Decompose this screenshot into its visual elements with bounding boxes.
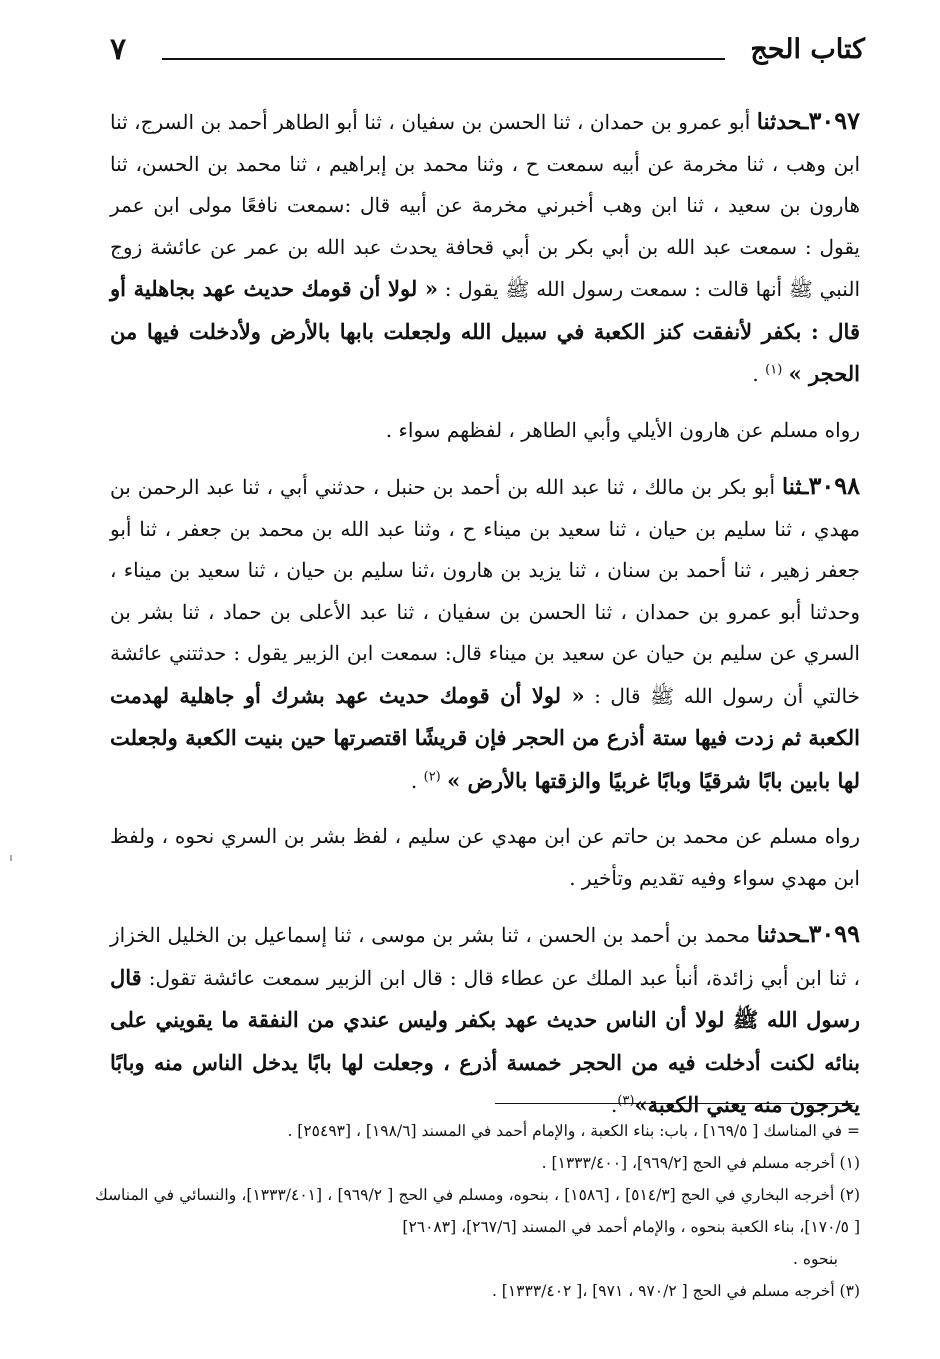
hadith-matn: « لولا أن قومك حديث عهد بشرك أو جاهلية لهدمت الكعبة ثم زدت فيها ستة أذرع من الحجر فإن قريشًا اقتصرتها حين بنيت الكعبة ولجعلت لها بابين بابًا شرقيًا وبابًا غربيًا والزقتها بالأرض » [110, 682, 860, 793]
scan-mark [10, 855, 12, 861]
hadith-keyword: حدثنا [756, 922, 802, 948]
footnote-separator [495, 1103, 855, 1104]
hadith-number: ٣٠٩٧ [808, 106, 860, 135]
header-rule [162, 58, 725, 60]
page-header [110, 34, 865, 74]
main-text [110, 100, 860, 1133]
footnote-3: (٣) أخرجه مسلم في الحج [ ٩٧٠/٢ ، ٩٧١] ،[ ١٣٣٣/٤٠٢] . [491, 1282, 860, 1300]
page-number: ٧ [110, 32, 127, 67]
footnote-1: (١) أخرجه مسلم في الحج [٩٦٩/٢]، [١٣٣٣/٤٠٠] . [541, 1154, 860, 1172]
hadith-3099: ٣٠٩٩ـحدثنا محمد بن أحمد بن الحسن ، ثنا بشر بن موسى ، ثنا إسماعيل بن الخليل الخزاز ، ثنا ابن أبي زائدة، أنبأ عبد الملك عن عطاء قال : قال ابن الزبير سمعت عائشة تقول: قال رسول الله ﷺ لولا أن الناس حديث عهد بكفر وليس عندي من النفقة ما يقويني على بنائه لكنت أدخلت فيه من الحجر خمسة أذرع ، وجعلت لها بابًا يدخل الناس منه وبابًا يخرجون منه يعني الكعبة»$^{(٣)}$. [110, 919, 860, 1117]
footnotes [95, 1115, 860, 1307]
footnote-continued: = في المناسك [ ١٦٩/٥] ، باب: بناء الكعبة ، والإمام أحمد في المسند [١٩٨/٦] ، [٢٥٤٩٣] . [287, 1122, 860, 1140]
hadith-number: ٣٠٩٨ [808, 471, 860, 500]
hadith-keyword: ثنا [782, 474, 802, 500]
hadith-note: رواه مسلم عن هارون الأيلي وأبي الطاهر ، لفظهم سواء . [385, 417, 860, 442]
hadith-isnad: محمد بن أحمد بن الحسن ، ثنا بشر بن موسى ، ثنا إسماعيل بن الخليل الخزاز ، ثنا ابن أبي زائدة، أنبأ عبد الملك عن عطاء قال : قال ابن الزبير سمعت عائشة تقول: [110, 923, 860, 990]
footnote-2-continued: بنحوه . [793, 1250, 838, 1268]
footnote-ref: (٢) [423, 768, 441, 784]
footnote-2: (٢) أخرجه البخاري في الحج [٥١٤/٣] ، [١٥٨٦] ، بنحوه، ومسلم في الحج [ ٩٦٩/٢] ، [١٣٣٣/٤٠١]، والنسائي في المناسك [ ١٧٠/٥]، بناء الكعبة بنحوه ، والإمام أحمد في المسند [٢٦٧/٦]، [٢٦٠٨٣] [95, 1186, 861, 1236]
footnote-ref: (١) [765, 362, 783, 378]
hadith-note: رواه مسلم عن محمد بن حاتم عن ابن مهدي عن سليم ، لفظ بشر بن السري نحوه ، ولفظ ابن مهدي سواء وفيه تقديم وتأخير . [110, 824, 860, 890]
hadith-3098: ٣٠٩٨ـثنا أبو بكر بن مالك ، ثنا عبد الله بن أحمد بن حنبل ، حدثني أبي ، ثنا عبد الرحمن بن مهدي ، ثنا سليم بن حيان ، ثنا سعيد بن ميناء ح ، وثنا عبد الله بن محمد بن جعفر ، ثنا أبو جعفر زهير ، ثنا أحمد بن سنان ، ثنا يزيد بن هارون ،ثنا سليم بن حيان ، ثنا سعيد بن ميناء ، وحدثنا أبو عمرو بن حمدان ، ثنا الحسن بن سفيان ، ثنا عبد الأعلى بن حماد ، ثنا بشر بن السري عن سليم بن حيان عن سعيد بن ميناء قال: سمعت ابن الزبير يقول : حدثتني عائشة خالتي أن رسول الله ﷺ قال : « لولا أن قومك حديث عهد بشرك أو جاهلية لهدمت الكعبة ثم زدت فيها ستة أذرع من الحجر فإن قريشًا اقتصرتها حين بنيت الكعبة ولجعلت لها بابين بابًا شرقيًا وبابًا غربيًا والزقتها بالأرض » $^{(٢)}$ . [110, 471, 861, 793]
hadith-3097: ٣٠٩٧ـحدثنا أبو عمرو بن حمدان ، ثنا الحسن بن سفيان ، ثنا أبو الطاهر أحمد بن السرج، ثنا ابن وهب ، ثنا مخرمة عن أبيه سمعت ح ، وثنا محمد بن إبراهيم ، ثنا محمد بن الحسن، ثنا هارون بن سعيد ، ثنا ابن وهب أخبرني مخرمة عن أبيه قال :سمعت نافعًا مولى ابن عمر يقول : سمعت عبد الله بن أبي بكر بن أبي قحافة يحدث عبد الله بن عمر عن عائشة زوج النبي ﷺ أنها قالت : سمعت رسول الله ﷺ يقول : « لولا أن قومك حديث عهد بجاهلية أو قال : بكفر لأنفقت كنز الكعبة في سبيل الله ولجعلت بابها بالأرض ولأدخلت فيها من الحجر » $^{(١)}$ . [110, 106, 860, 386]
hadith-matn: « لولا أن قومك حديث عهد بجاهلية أو قال : بكفر لأنفقت كنز الكعبة في سبيل الله ولجعلت بابها بالأرض ولأدخلت فيها من الحجر » [110, 276, 860, 386]
hadith-isnad: أبو عمرو بن حمدان ، ثنا الحسن بن سفيان ، ثنا أبو الطاهر أحمد بن السرج، ثنا ابن وهب ، ثنا مخرمة عن أبيه سمعت ح ، وثنا محمد بن إبراهيم ، ثنا محمد بن الحسن، ثنا هارون بن سعيد ، ثنا ابن وهب أخبرني مخرمة عن أبيه قال :سمعت نافعًا مولى ابن عمر يقول : سمعت عبد الله بن أبي بكر بن أبي قحافة يحدث عبد الله بن عمر عن عائشة زوج النبي ﷺ أنها قالت : سمعت رسول الله ﷺ يقول : [110, 110, 860, 301]
running-title: كتاب الحج [750, 34, 865, 65]
hadith-isnad: أبو بكر بن مالك ، ثنا عبد الله بن أحمد بن حنبل ، حدثني أبي ، ثنا عبد الرحمن بن مهدي ، ثنا سليم بن حيان ، ثنا سعيد بن ميناء ح ، وثنا عبد الله بن محمد بن جعفر ، ثنا أبو جعفر زهير ، ثنا أحمد بن سنان ، ثنا يزيد بن هارون ،ثنا سليم بن حيان ، ثنا سعيد بن ميناء ، وحدثنا أبو عمرو بن حمدان ، ثنا الحسن بن سفيان ، ثنا عبد الأعلى بن حماد ، ثنا بشر بن السري عن سليم بن حيان عن سعيد بن ميناء قال: سمعت ابن الزبير يقول : حدثتني عائشة خالتي أن رسول الله ﷺ قال : [110, 475, 861, 708]
hadith-keyword: حدثنا [756, 109, 802, 135]
hadith-matn: قال رسول الله ﷺ لولا أن الناس حديث عهد بكفر وليس عندي من النفقة ما يقويني على بنائه لكنت أدخلت فيه من الحجر خمسة أذرع ، وجعلت لها بابًا يدخل الناس منه وبابًا يخرجون منه يعني الكعبة» [110, 964, 860, 1117]
hadith-number: ٣٠٩٩ [808, 919, 860, 948]
footnote-ref: (٣) [617, 1093, 635, 1109]
